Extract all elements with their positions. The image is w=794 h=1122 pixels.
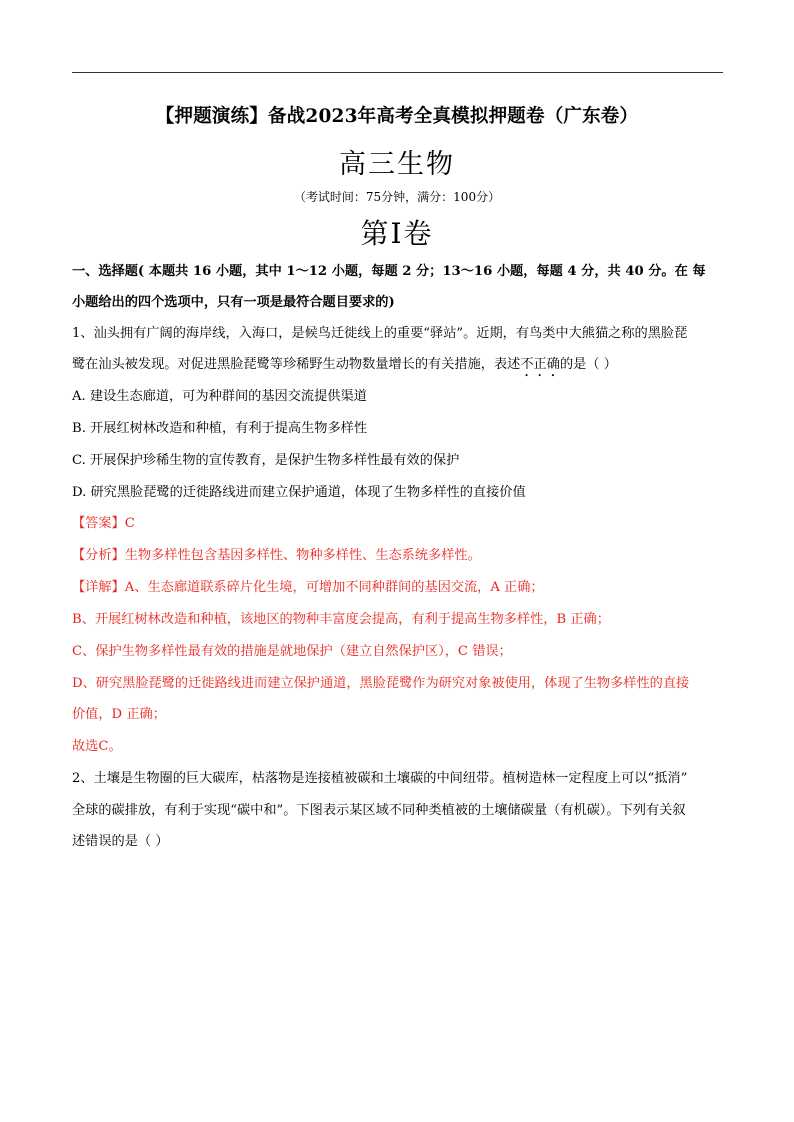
volume-title: 第I卷: [360, 217, 434, 250]
q1-detail-d-line1: D、研究黑脸琵鹭的迁徙路线进而建立保护通道，黑脸琵鹭作为研究对象被使用，体现了生物多样性的直接: [72, 676, 690, 691]
detail-label: 【详解】: [72, 580, 125, 595]
detail-a-text: A、生态廊道联系碎片化生境，可增加不同种群间的基因交流，A 正确；: [124, 580, 544, 595]
exam-title: 【押题演练】备战2023年高考全真模拟押题卷（广东卷）: [155, 106, 639, 127]
q1-conclusion: 故选C。: [72, 739, 122, 754]
answer-label: 【答案】: [72, 516, 125, 531]
q1-emphasis: 不正确: [520, 357, 560, 372]
q1-detail-d-line2: 价值，D 正确；: [72, 707, 166, 722]
exam-info: （考试时间：75分钟，满分：100分）: [293, 190, 501, 204]
q1-analysis: [72, 540, 724, 571]
q1-option-d: D. 研究黑脸琵鹭的迁徙路线进而建立保护通道，体现了生物多样性的直接价值: [72, 485, 526, 500]
q1-answer: [72, 508, 724, 539]
answer-value: C: [124, 516, 135, 531]
section-heading-line2: 小题给出的四个选项中，只有一项是最符合题目要求的): [72, 295, 395, 310]
q1-stem-line1: 1、汕头拥有广阔的海岸线，入海口，是候鸟迁徙线上的重要“驿站”。近期，有鸟类中大熊猫之称的黑脸琵: [72, 326, 688, 341]
q1-detail-a: [72, 572, 724, 603]
analysis-text: 生物多样性包含基因多样性、物种多样性、生态系统多样性。: [124, 548, 481, 563]
q1-detail-c: C、保护生物多样性最有效的措施是就地保护（建立自然保护区），C 错误；: [72, 644, 512, 659]
q2-stem-line2: 全球的碳排放，有利于实现“碳中和”。下图表示某区域不同种类植被的土壤储碳量（有机碳）。下列有关叙: [72, 803, 686, 818]
q1-stem-text: 鹭在汕头被发现。对促进黑脸琵鹭等珍稀野生动物数量增长的有关措施，表述: [72, 357, 521, 372]
q1-stem-end: 的是（ ）: [559, 357, 617, 372]
analysis-label: 【分析】: [72, 548, 125, 563]
q1-option-a: A. 建设生态廊道，可为种群间的基因交流提供渠道: [72, 389, 367, 404]
header-rule: [72, 72, 723, 73]
subject-title: 高三生物: [339, 149, 455, 180]
q1-option-b: B. 开展红树林改造和种植，有利于提高生物多样性: [72, 421, 368, 436]
q1-stem-line2: [72, 349, 724, 380]
q1-option-c: C. 开展保护珍稀生物的宣传教育，是保护生物多样性最有效的保护: [72, 453, 460, 468]
section-heading-line1: 一、选择题( 本题共 16 小题，其中 1～12 小题，每题 2 分；13～16 小题，每题 4 分，共 40 分。在 每: [72, 264, 706, 279]
q2-stem-line1: 2、土壤是生物圈的巨大碳库，枯落物是连接植被碳和土壤碳的中间纽带。植树造林一定程度上可以“抵消”: [72, 771, 688, 786]
q1-detail-b: B、开展红树林改造和种植，该地区的物种丰富度会提高，有利于提高生物多样性，B 正确；: [72, 612, 610, 627]
q2-stem-line3: 述错误的是（ ）: [72, 834, 169, 849]
